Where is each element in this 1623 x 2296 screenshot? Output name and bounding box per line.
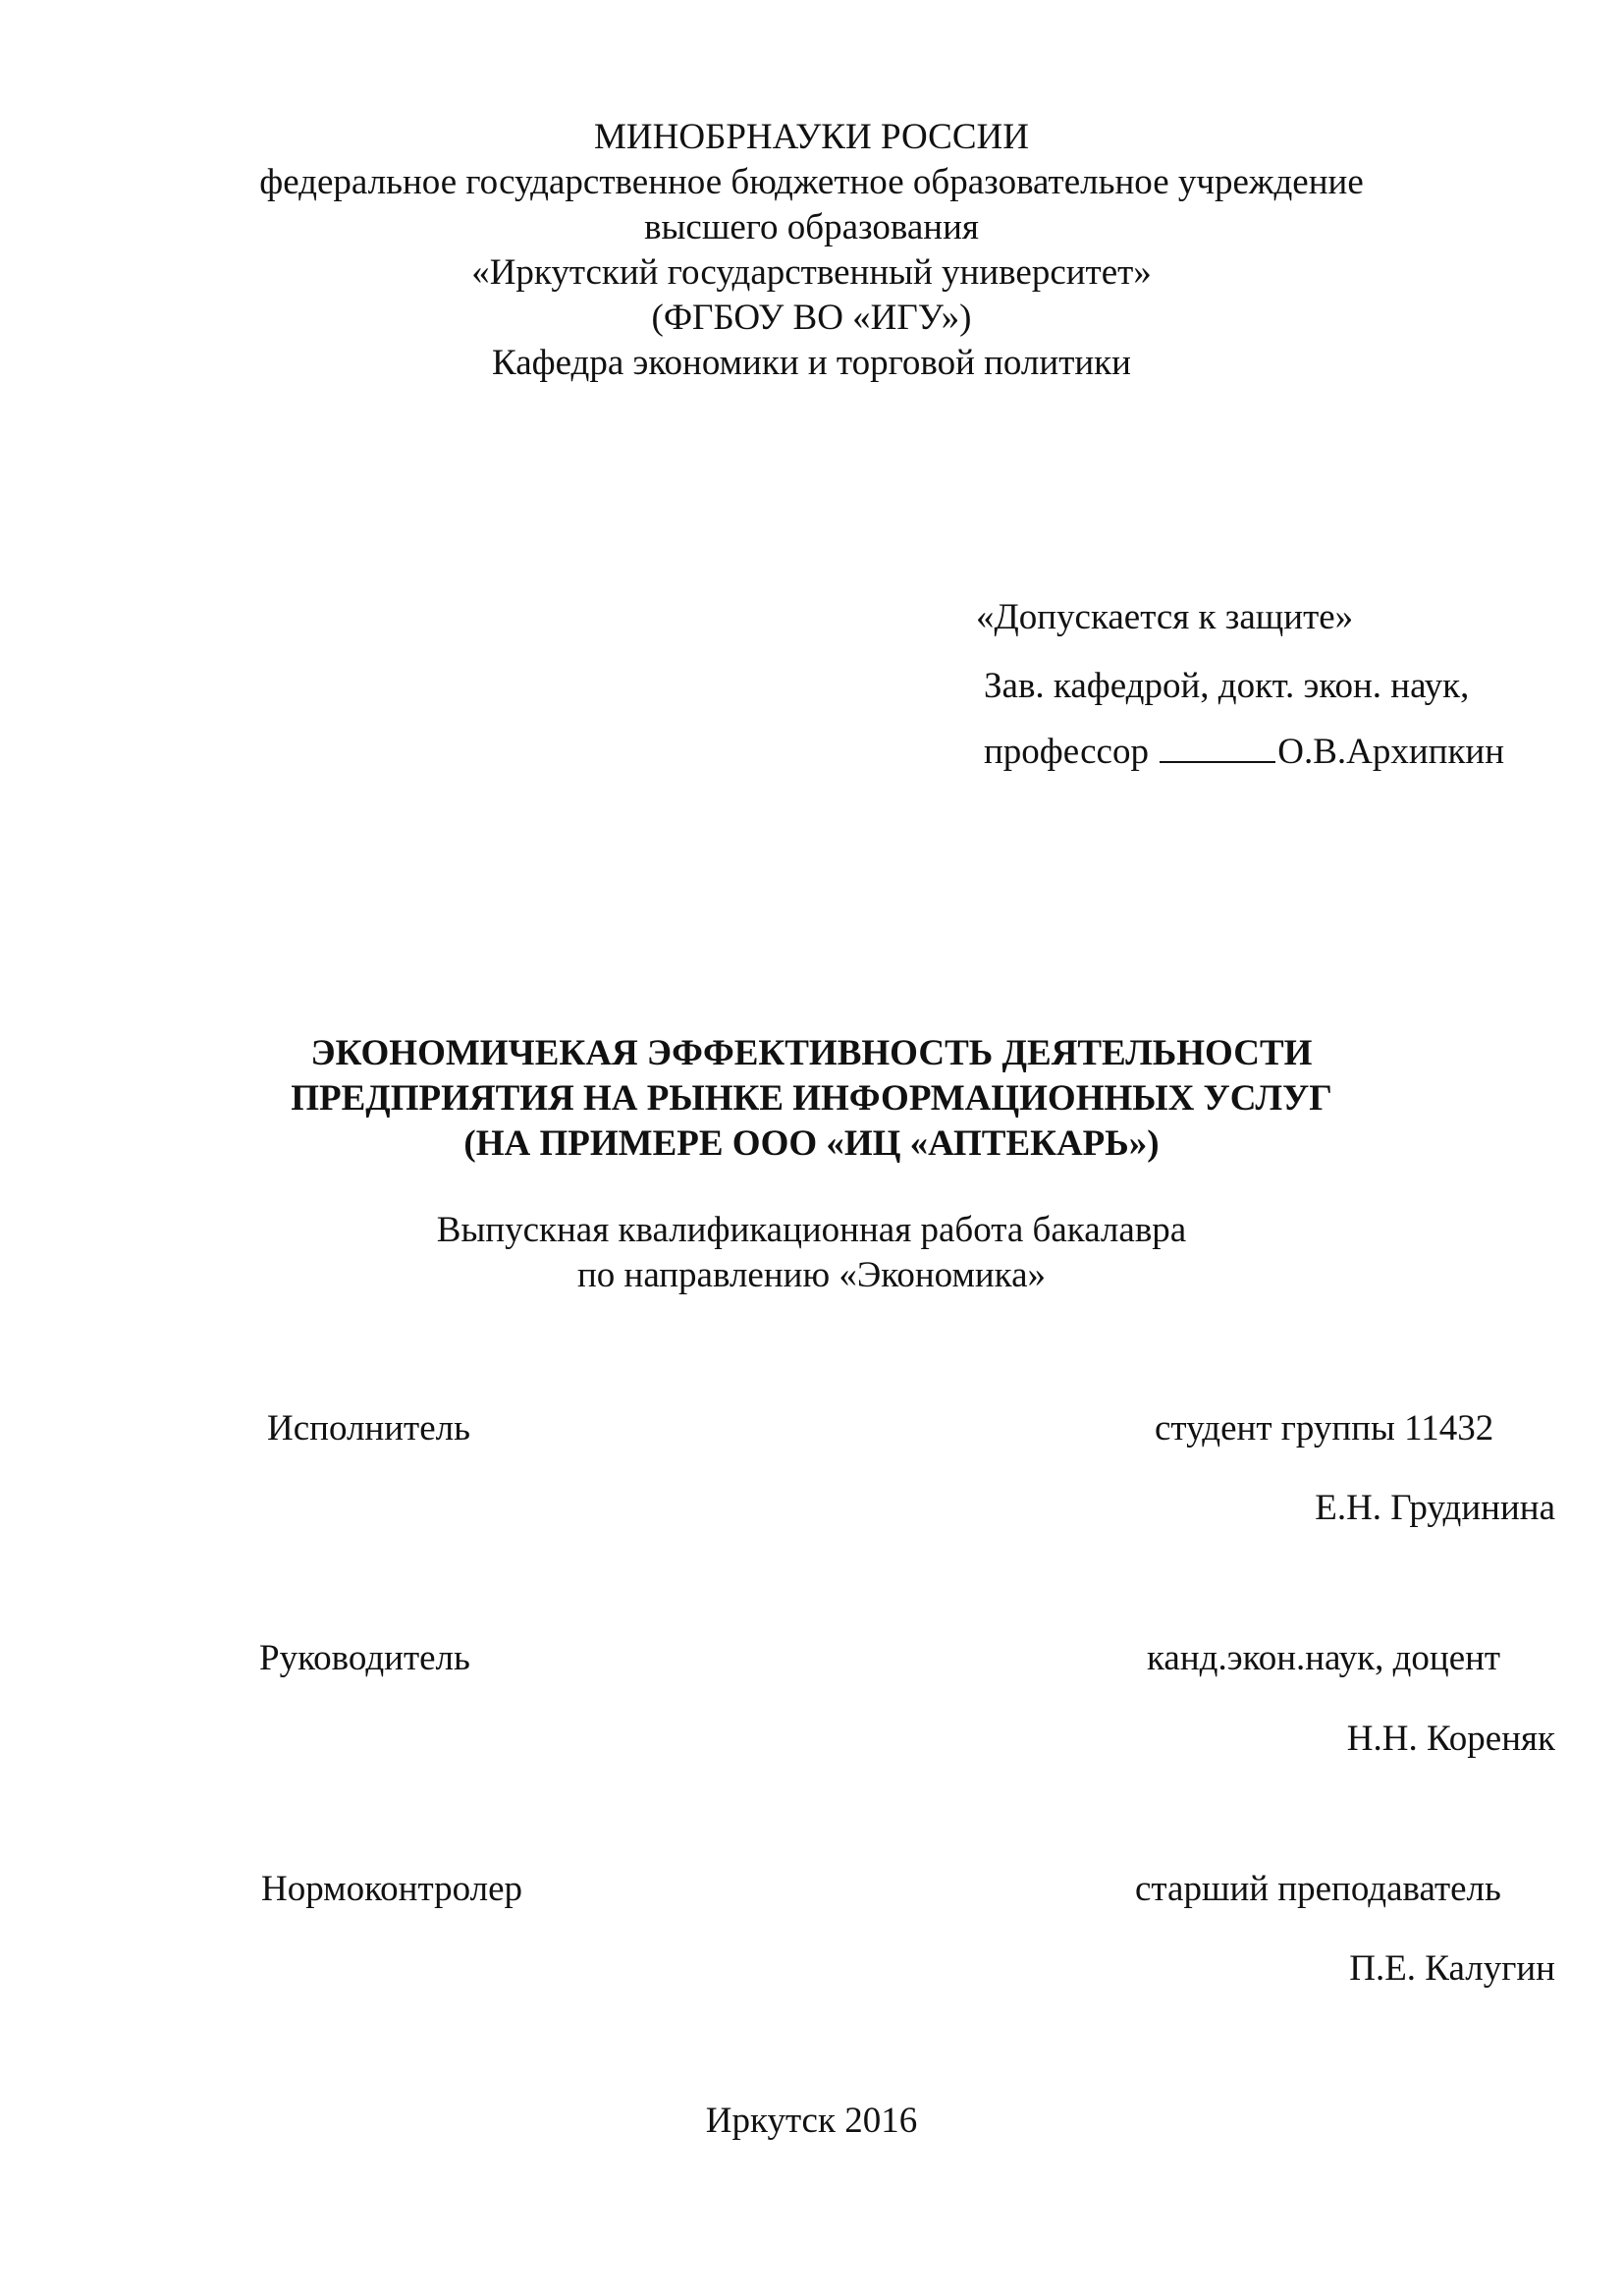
professor-line [984,730,1504,775]
department-line: Кафедра экономики и торговой политики [492,343,1131,383]
admitted-line: «Допускается к защите» [976,597,1354,637]
supervisor-position: канд.экон.наук, доцент [1147,1638,1501,1678]
thesis-title-line-2: ПРЕДПРИЯТИЯ НА РЫНКЕ ИНФОРМАЦИОННЫХ УСЛУГ [291,1078,1332,1119]
subtitle-line-2: по направлению «Экономика» [576,1255,1047,1295]
ministry-line: МИНОБРНАУКИ РОССИИ [594,117,1029,157]
executor-position: студент группы 11432 [1155,1408,1494,1449]
institution-type-line: федеральное государственное бюджетное образовательное учреждение [259,162,1364,202]
abbreviation-line: (ФГБОУ ВО «ИГУ») [651,298,972,338]
head-title-line: Зав. кафедрой, докт. экон. наук, [984,666,1470,706]
university-line: «Иркутский государственный университет» [471,252,1152,293]
role-executor: Исполнитель [267,1408,470,1449]
norm-controller-position: старший преподаватель [1135,1869,1501,1909]
supervisor-name: Н.Н. Кореняк [1346,1719,1555,1759]
executor-name: Е.Н. Грудинина [1315,1488,1555,1528]
professor-prefix: профессор [984,732,1149,772]
thesis-title-line-1: ЭКОНОМИЧЕКАЯ ЭФФЕКТИВНОСТЬ ДЕЯТЕЛЬНОСТИ [310,1033,1313,1073]
city-year: Иркутск 2016 [705,2101,918,2141]
role-norm-controller: Нормоконтролер [261,1869,522,1909]
thesis-title-line-3: (НА ПРИМЕРЕ ООО «ИЦ «АПТЕКАРЬ») [463,1123,1160,1164]
norm-controller-name: П.Е. Калугин [1349,1948,1555,1989]
signature-line [1160,732,1275,763]
education-level-line: высшего образования [644,207,979,247]
subtitle-line-1: Выпускная квалификационная работа бакалавра [436,1210,1187,1250]
professor-name: О.В.Архипкин [1277,732,1505,772]
role-supervisor: Руководитель [259,1638,470,1678]
